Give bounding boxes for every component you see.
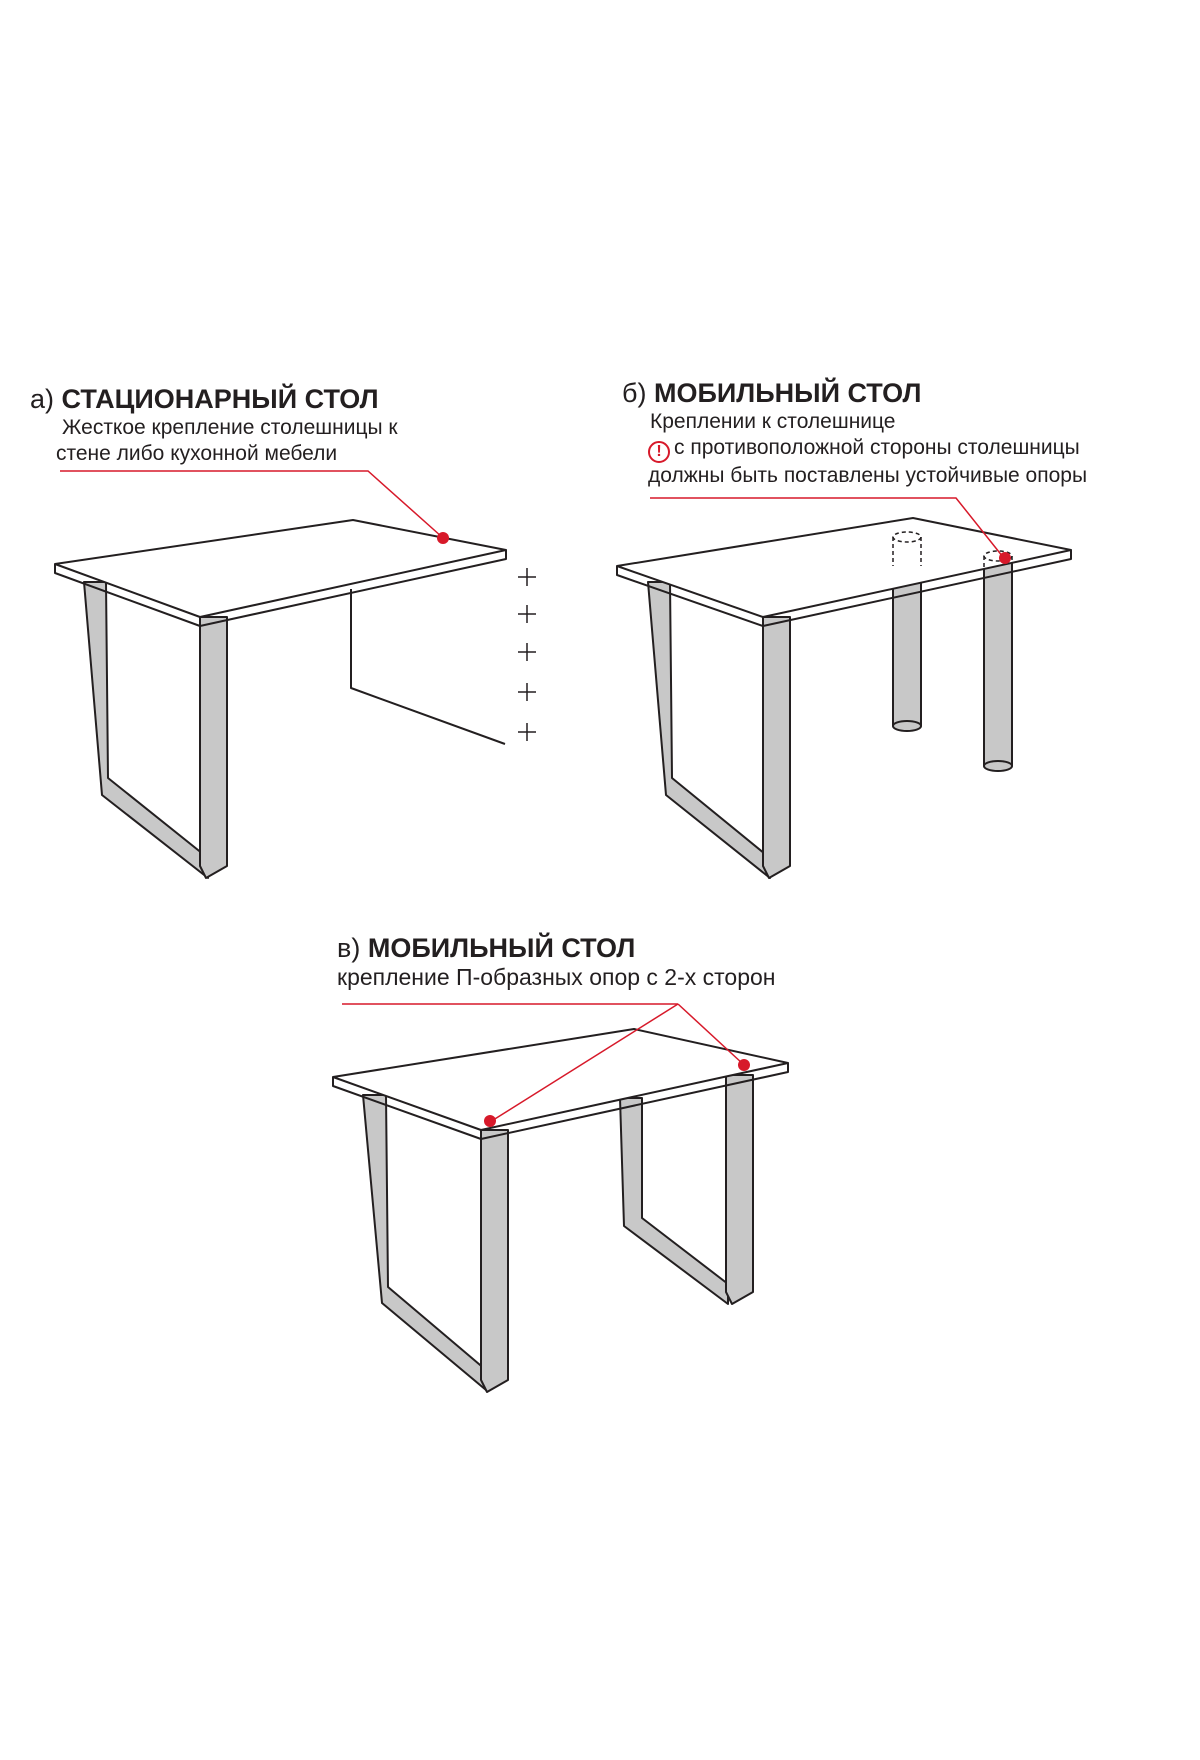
callout-a-dot (437, 532, 449, 544)
section-b-line-1: Креплении к столешнице (650, 410, 896, 433)
section-b-prefix: б) (622, 378, 647, 408)
table-c-tabletop (333, 1029, 788, 1130)
table-b-leg-left-front (763, 617, 790, 878)
fastener-5 (518, 723, 536, 741)
section-b-line-2-text: с противоположной стороны столешницы (674, 436, 1080, 459)
callout-c-dot-left (484, 1115, 496, 1127)
table-c-leg-right-back (620, 1098, 728, 1304)
table-b-post-front-bottom (984, 761, 1012, 771)
section-c-prefix: в) (337, 933, 361, 963)
section-a-prefix: а) (30, 384, 55, 414)
fastener-1 (518, 568, 536, 586)
table-a-leg-left-back (84, 582, 208, 878)
section-a-line-2: стене либо кухонной мебели (56, 442, 338, 465)
table-c-leg-left-front (481, 1130, 508, 1392)
table-c-leg-left-back (363, 1095, 486, 1390)
table-a (55, 520, 506, 878)
callout-c-dot-right (738, 1059, 750, 1071)
fastener-2 (518, 605, 536, 623)
table-a-wall-fasteners (518, 568, 536, 741)
fastener-3 (518, 643, 536, 661)
section-c-line-1: крепление П-образных опор с 2-х сторон (337, 964, 776, 990)
fastener-4 (518, 683, 536, 701)
warning-icon: ! (648, 441, 670, 463)
callout-b-dot (999, 552, 1011, 564)
table-a-wall-panel (351, 589, 505, 744)
section-c-title: МОБИЛЬНЫЙ СТОЛ (367, 933, 636, 963)
table-a-leg-left-front (200, 617, 227, 878)
table-c-leg-right-front (726, 1075, 753, 1304)
table-c (333, 1029, 788, 1392)
table-b-leg-left-back (648, 582, 770, 878)
table-b-post-front (984, 556, 1012, 766)
section-b-line-3: должны быть поставлены устойчивые опоры (648, 464, 1088, 487)
section-a-title: СТАЦИОНАРНЫЙ СТОЛ (61, 384, 379, 414)
table-b-post-back-bottom (893, 721, 921, 731)
table-b (617, 518, 1071, 878)
section-b-title: МОБИЛЬНЫЙ СТОЛ (653, 378, 922, 408)
section-a-line-1: Жесткое крепление столешницы к (62, 416, 398, 439)
